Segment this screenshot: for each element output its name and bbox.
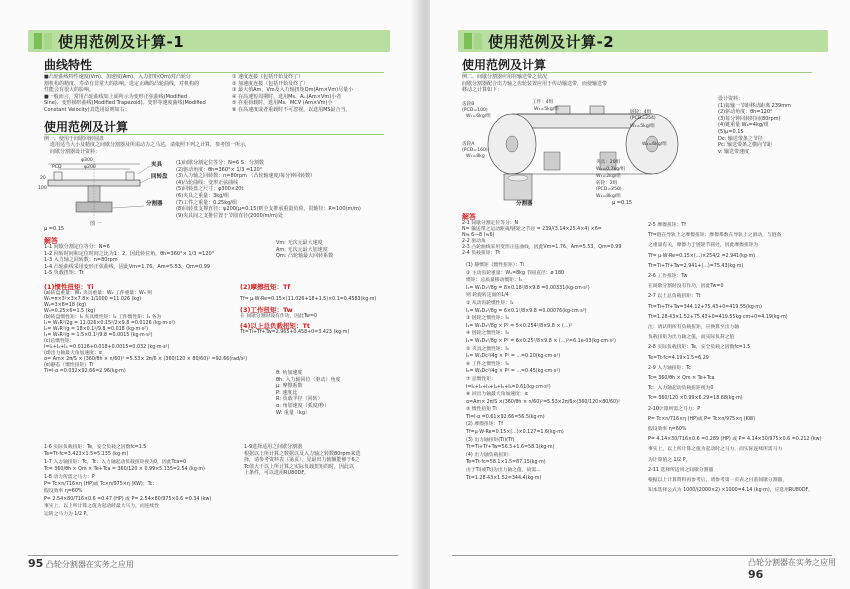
formula-line: Ti=I·α =0.61×92.66=56.5(kg·m) — [466, 414, 545, 420]
calc-heading: 使用范例及计算 — [462, 58, 547, 72]
total-lines — [240, 330, 349, 336]
formula-line: I₂= W₂R²/g = 18×0.1²/9.8 =0.018 (kg·m·s²) — [44, 327, 148, 332]
formula-line: I₃= W₃D₃²/8g × P² = 5×0.254²/8×9.8 × (...)² — [466, 323, 573, 329]
diagram-label: 工件：4组 — [532, 100, 554, 105]
answer-line: 2-1 间歇分割定位等分：N — [462, 221, 519, 226]
dim-label: φ300 — [81, 158, 93, 163]
formula-line: W₃=0.25×6=1.5 (kg) — [44, 309, 96, 314]
formula-line: (3) 出力轴扭矩(Ti)(Tf) — [466, 437, 515, 443]
friction-coefficient: μ =0.15 — [44, 226, 65, 232]
answer-line: N= 输送带之运动距离/链轮之节径 = 239/(3.14×25.4×4) ×6= — [462, 227, 602, 232]
legend-item: Vm: 无次元最大速度 — [276, 240, 323, 246]
work-heading: (3)工作扭矩：Tw — [240, 306, 293, 314]
design-item: Dc: 输送带条之节径 — [718, 135, 763, 142]
formula-line: Tf= μ·W·Re=0.15×(...)×254/2 =2.941(kg·m) — [648, 253, 755, 259]
formula-line: Tt=Ti+Tf+Tw=2.965+0.458+0=3.423 (kg·m) — [240, 330, 350, 335]
rule-item: ② 加速度连接（包括开始及终了） — [232, 80, 309, 87]
paragraph-line: 例二、间歇分割器应用在输送带之状况 — [462, 74, 548, 80]
paragraph-line: 割机构的精度、寿命有非常大的影响。选定正确的凸轮曲线，对机构的 — [44, 80, 200, 87]
symbol-item: μ: 摩擦系数 — [276, 383, 303, 390]
dim-label: φ200 — [84, 165, 96, 170]
formula-line: I₅= W₅Dc²/4g × P² = ...=0.20(kg·cm·s²) — [466, 354, 561, 360]
answer-line: 2-4 负载扭矩：Tt — [462, 251, 501, 256]
formula-line: Tt=Ti+Tf+Tw=56.5+1.6=58.1(kg·m) — [466, 445, 555, 451]
friction-heading: (2)摩擦扭矩：Tf — [240, 283, 291, 291]
formula-line: 为计算值之 1/2 P。 — [648, 457, 691, 463]
formula-line: 1-7 入力轴扭矩：Tc，Tc：入力轴起动负载扭矩视为0，因此Tca=0 — [44, 459, 187, 465]
formula-line: Tt=Ti+Tf+Tw=2.941+(...)=75.43(kg·m) — [648, 263, 744, 269]
example-intro — [462, 74, 607, 94]
formula-line: Tf= μ·W·Re=0.15×(11.026+18+1.5)×0.1=0.4583(kg·m) — [240, 297, 377, 302]
paragraph-line: 间歇分割器配合出力轴之齿轮装置应用于传动输送带，而使输送带 — [462, 80, 608, 87]
formula-line: Te=Tt·fc=4.19×1.5=6.29 — [648, 355, 709, 361]
formula-line: 负载扭矩为出力轴之值，而实际负荷之值 — [648, 335, 735, 341]
formula-line: ① 主动齿轮重量：W₁=8kg 节圆直径：ø 180 — [466, 270, 565, 276]
curve-rules — [232, 74, 353, 114]
symbol-item: W: 重量（kg） — [276, 409, 310, 416]
diagram-label-divider: 分割器 — [146, 201, 163, 207]
design-item: (1)间歇分割定位等分：N=6 S：分割数 — [176, 160, 264, 166]
diagram-label: W₃=2kg/组 — [596, 174, 621, 179]
formula-line: 在间歇分割时没有作功，因此Tw=0 — [648, 284, 724, 290]
design-item: (2)驱动角度：θh=120° — [718, 109, 773, 116]
divider — [44, 134, 384, 135]
formula-line: I=I₁+I₂+I₃ =0.0126+0.018+0.0015=0.032 (kg·m·s²) — [44, 345, 170, 350]
title-square-icon — [464, 33, 472, 49]
formula-line: ⑥ 工件之惯性矩：I₆ — [466, 361, 509, 367]
formula-line: ③ 链轮之惯性矩：I₃ — [466, 316, 509, 322]
diagram-label: W₁=8kg — [466, 154, 485, 159]
page-number: 95 — [28, 557, 44, 570]
answer-line: 1-3 入力轴之回转数：n=80rpm — [44, 257, 118, 264]
formula-line: I=I₁+I₂+I₃+I₄+I₅+I₆=0.61(kg·cm·s²) — [466, 384, 551, 390]
formula-line: 2-8 实际负载扭矩：Te，安全负载之因数fc=1.5 — [648, 345, 751, 351]
diagram-label: (PCD=250) — [596, 187, 622, 192]
rule-item: ① 速度连接（包括开始及终了） — [232, 74, 304, 80]
dim-label: PCD — [52, 165, 62, 170]
friction-coefficient: μ =0.15 — [612, 200, 633, 206]
formula-line: Te=Tt·fc=3.423×1.5=5.135 (kg·m) — [44, 452, 129, 458]
design-item: (9)夹具间之支推位置于节圆直径(2000/m/m)处 — [176, 212, 283, 219]
formula-line: ⑧ 回出力轴最大角加速度：α — [466, 392, 528, 398]
formula-line: 1-6 实际负载扭矩：Te，安全负载之因数fc=1.5 — [44, 445, 147, 450]
design-item: (8)回转盘支撑直径：ψ200(μ=0.15)则全支推承重量负荷，贯轴径：R=100(m/m) — [176, 206, 361, 213]
paragraph-line: 根据以上所计算之数据以及入力轴之转数80rpm来选 — [244, 450, 361, 457]
formula-line: I₄= W₄D₄²/8g × P² = 6×0.25²/8×9.8 × (...)²=6.1e-03(kg·cm·s²) — [466, 338, 616, 344]
paragraph-line: 上条件，可以选用RU80DF。 — [244, 470, 310, 477]
design-item: (2)驱动角度：θh=360°× 1/3 =120° — [176, 166, 263, 173]
diagram-label-jig: 夹具 — [151, 162, 163, 168]
right-page — [430, 0, 850, 589]
paragraph-line: ■凸轮曲线特性速度(Vm)、加速度(Am)、入力扭矩(Qm)对凸轮分 — [44, 74, 191, 80]
formula-line: Tt=1.28·43×1.52+75.43+0=419.55kg·cm+0=4.19(kg·m) — [648, 314, 788, 320]
formula-line: 假设效率 η=60% — [44, 489, 83, 495]
answer-line: N≒ 6—8 (≒6) — [462, 233, 495, 238]
title-square-icon — [44, 33, 52, 49]
formula-line: Tc：入力轴起动负载扭矩视为0 — [648, 386, 714, 392]
answer-line: 1-4 凸轮曲线采用变形正弦曲线，因此Vm=1.76、Am=5.53、Qm=0.99 — [44, 263, 211, 270]
diagram-label: W₃=5kg/组 — [534, 107, 559, 112]
formula-line: 之重量有关，摩擦力于链轮节圆处，因此摩擦扭矩为 — [648, 243, 759, 249]
formula-line: (c)总惯性矩： — [44, 339, 75, 344]
answer-lines — [462, 221, 621, 257]
design-item: (7)工件之重量：0.25kg/组 — [176, 199, 237, 206]
formula-line: Tc= 360/θh × Qm × Te+Tca = 360/120 × 0.99×5.135=2.54 (kg·m) — [44, 467, 205, 473]
formula-line: W₁=π×3²×3×7.8× 1/1000 =11.026 (kg) — [44, 297, 142, 302]
formula-line: 事实上，以上所计算之值为起动时之马力，而实际连续所需马力 — [648, 447, 783, 453]
practical-lines — [44, 444, 211, 518]
paragraph-line: 性能会有很大的影响。 — [44, 87, 95, 94]
design-data — [718, 96, 791, 155]
inertia-lines — [44, 291, 247, 375]
example-intro: 例一、使用于间歇回转圆盘 — [44, 136, 105, 142]
answer-line: 1-5 负载扭矩：Tt — [44, 270, 84, 277]
divider — [462, 72, 812, 73]
formula-line: α=Am× 2π/S ×(360/θh × n/60)²=5.53×2π/6×(360/120×80/60)² — [466, 399, 620, 405]
work-lines — [240, 314, 317, 320]
formula-line: 事实上，以上所计算之值为起动时最大马力，而连续性 — [44, 504, 160, 510]
design-item: (3)每分钟回转时间(80rpm) — [718, 115, 781, 122]
formula-line: I₂= W₂D₂²/8g = 6×0.1²/8×9.8 =0.00076(kg·cm·s²) — [466, 308, 587, 314]
formula-line: ② 从动齿轮惯性矩：I₂ — [466, 300, 514, 306]
footer-text: 凸轮分割器在实务之应用 — [45, 560, 134, 569]
formula-line: Te=Tt·fc=58.1×1.5=87.15(kg·m) — [466, 460, 546, 466]
formula-line: I₁= W₁R²/2g = 11.026×0.15²/2×9.8 =0.0126 (kg·m·s²) — [44, 321, 175, 326]
left-footer — [28, 557, 134, 570]
formula-line: Tt=Ti+Tf+Tw=344.12+75.43+0=419.55(kg·m) — [648, 304, 762, 310]
answer-line: 2-2 驱动角 — [462, 239, 486, 244]
formula-line: 2-10计算所需之马力：P — [648, 406, 701, 412]
formula-line: 2-11 选择所适用之间歇分割器 — [648, 467, 714, 473]
design-item: v: 输送带速度 — [718, 148, 749, 155]
design-item: Pc: 输送带条之横向节距 — [718, 142, 773, 149]
footer-text: 凸轮分割器在实务之应用 — [748, 558, 836, 567]
formula-line: (4) 出力轴负载扭矩： — [466, 452, 513, 458]
formula-line: (b)转盘惯性矩：I₁ 夹具惯性矩：I₂ 工件惯性矩：I₃ 各为 — [44, 315, 162, 320]
diagram-label: W₁=8kg/组 — [596, 194, 621, 199]
formula-line: 知本选择公式为 1000/(2000×2) ×1000=4.14 (kg·m)，应选用RU80DF。 — [648, 488, 814, 494]
answer-heading: 解答 — [462, 213, 476, 221]
formula-line: P= 2.54×80/716×0.6 =0.47 (HP) 或 P= 2.54×80/975×0.6 =0.34 (kw) — [44, 496, 212, 502]
symbol-legend — [276, 370, 341, 416]
symbol-item: θh: 入力轴回位（驱动）角度 — [276, 376, 341, 383]
left-page — [0, 0, 420, 589]
formula-line: 2-5 摩擦扭矩：Tf — [648, 223, 686, 228]
formula-line: 在 间歇分割时没有作功，因此Tw=0 — [240, 314, 318, 319]
formula-line: (1) 静惯矩（惯性扭矩）：Ti — [466, 263, 525, 268]
formula-line: α= Am× 2π/S × (360/θh × n/60)² =5.53× 2π/6 × (360/120 × 80/60)² =92.66(rad/s²) — [44, 357, 248, 362]
diagram-label: (PCD=160) — [462, 148, 488, 153]
design-item: (4)链重量 W₆=4kg/组 — [718, 122, 769, 129]
selection-lines — [244, 444, 360, 477]
formula-line: 由于Ti(或Tt)为出力轴之值，故需... — [466, 468, 541, 474]
formula-line: (a)转盘重量：W₁ 夹具重量：W₂ 工件重量：W₃ 则 — [44, 291, 153, 296]
formula-line: W₂=3×8=18 (kg) — [44, 303, 87, 308]
paragraph-line: 选用适当大小及精度之间歇分割器及所需动力之马达，请依照下列之计算，参考图一所示， — [50, 142, 251, 148]
design-data — [176, 160, 361, 219]
formula-line: Tf=μ·W·Re=0.15×(...)×0.127=1.6(kg·m) — [466, 430, 564, 436]
formula-line: Tc= 360/θh × Qm × Te+Tca — [648, 376, 715, 382]
diagram-label: W₁=6kg/组 — [466, 114, 491, 119]
formula-line: I₁= W₁D₁²/8g = 8×0.18²/8×9.8 =0.00331(kg·cm·s²) — [466, 285, 590, 291]
design-item: (1)每输一节距移动距离 239mm — [718, 102, 791, 109]
formula-line: P= Tc×n/716×η (HP)或 P= Tc×n/975×η (KW) — [648, 416, 756, 422]
right-column-lines — [648, 221, 821, 496]
curve-paragraph — [44, 74, 206, 114]
answer-line: 1-2 回转时间和定位时间之比为1：2，因此转位角，θh=360°× 1/3 =120° — [44, 250, 215, 257]
title-square-icon — [34, 33, 42, 49]
diagram-label: W₂=0.7kg/组 — [596, 167, 626, 172]
formula-line: 2-7 以上总负载扭矩：Tt — [648, 294, 701, 300]
paragraph-line: 1-9选择适用之间歇分割器 — [244, 444, 303, 450]
formula-line: Tf=链在导轨上之摩擦扭矩：摩擦系数在导轨上之滑动，与链条 — [648, 233, 782, 239]
design-item: (5)μ=0.15 — [718, 128, 744, 135]
rule-item: ⑤ 在重荷载时，选用Ms、MCV (Am×Vm)小 — [232, 100, 333, 107]
formula-line: ⑨ 惯性扭矩 Ti — [466, 407, 497, 413]
formula-line: (e)静态（惯性扭矩）Ti — [44, 363, 94, 368]
answer-heading: 解答 — [44, 237, 58, 245]
curve-heading: 曲线特性 — [44, 58, 93, 72]
left-page-title: 使用范例及计算-1 — [58, 33, 185, 51]
diagram-label: (PCD=100) — [462, 108, 488, 113]
dim-label: 100 — [38, 186, 47, 191]
conveyor-diagram — [460, 92, 700, 212]
formula-line: 根据以上计算资料再参考后，请参考第一页表之目前间歇分割器， — [648, 478, 788, 484]
symbol-item: P: 速度比 — [276, 389, 298, 396]
diagram-label: 齿轮A — [462, 142, 475, 147]
friction-lines — [240, 297, 376, 303]
formula-line: ⑤ 夹具之惯性矩：I₅ — [466, 346, 509, 352]
formula-line: 惯矩：总质量移动惯矩：I₁ — [466, 278, 523, 284]
diagram-label: (PCD=254) — [630, 116, 656, 121]
title-square-icon — [474, 33, 482, 49]
legend-item: Qm: 凸轮轴最大回转系数 — [276, 253, 334, 260]
dim-label: 20 — [40, 176, 46, 181]
diagram-label-rotary: 回转盘 — [151, 174, 168, 180]
formula-line: (2) 摩擦扭矩：Tf — [466, 422, 503, 428]
design-item: (3)入力轴之回转数：n=80rpm （凸轮轴速度/每分钟回转数） — [176, 173, 316, 180]
symbol-item: θ: 角加速度 — [276, 370, 303, 376]
formula-line: P= 4.14×30/716×0.6 =0.289 (HP) 或 P= 4.14×30/975×0.6 =0.212 (kw) — [648, 437, 822, 443]
formula-line: ⑦ 总惯性矩： — [466, 376, 496, 382]
symbol-item: α: 角加速度（弧度/秒） — [276, 402, 330, 409]
formula-line: ④ 链轮之惯性矩：I₄ — [466, 331, 509, 337]
paragraph-line: 移动之计算如下： — [462, 87, 503, 94]
formula-line: Tc= 360/120 ×0.99×6.29=18.68(kg·m) — [648, 396, 743, 402]
right-page-title: 使用范例及计算-2 — [488, 33, 615, 51]
formula-line: 注：请认明所有负载扭矩，应换算至出力轴 — [648, 325, 740, 331]
formula-line: I₆= W₆Dc²/4g × P² = ...=0.45(kg·cm·s²) — [466, 369, 561, 375]
formula-line: Ti=I·α =0.032×92.66=2.96(kg·m) — [44, 369, 126, 374]
formula-line: 运转之马力为 1/2 P。 — [44, 511, 92, 517]
legend-item: Am: 无次元最大加速度 — [276, 246, 328, 253]
design-item: 设计资料： — [718, 96, 744, 102]
diagram-label: W₄=6kg/组 — [642, 142, 667, 147]
formula-line: 2-6 工作扭矩：Tw — [648, 274, 688, 280]
paragraph-line: Constant Velocity)其选用原则如右： — [44, 106, 130, 113]
rule-item: ⑥ 在高速度或者重载时不可忽视，以选用MS最合当。 — [232, 106, 351, 113]
answer-line: 1-1 间歇分割定位等分：N=6 — [44, 244, 110, 250]
inertia-lines — [466, 262, 620, 482]
paragraph-line: Sine)、变形梯形曲线(Modified Trapezoid)、变形等速度曲线(Modified — [44, 100, 206, 107]
formula-line: 2-9 入力轴扭矩：Tc — [648, 365, 691, 371]
formula-line: 则 轮旋转定面的1/4 — [466, 293, 509, 299]
diagram-label: 转轮：2组 — [596, 181, 618, 186]
paragraph-line: Tc值大于以上所计算之实际负载扭矩的时，因此以 — [244, 463, 354, 470]
formula-line: I₃= W₃R²/g = 1.5×0.1²/9.8 =0.0015 (kg·m·s²) — [44, 333, 153, 338]
diagram-label: 齿轮B — [462, 102, 475, 107]
footer-rule — [452, 555, 832, 556]
inertia-heading: (1)惯性扭矩：Ti — [44, 283, 94, 291]
answer-lines — [44, 244, 214, 277]
right-footer — [748, 557, 850, 581]
calc-heading: 使用范例及计算 — [44, 120, 129, 134]
diagram-label-divider: 分割器 — [516, 201, 533, 207]
footer-rule — [28, 555, 398, 556]
diagram-label: W₂=5kg/组 — [630, 124, 655, 129]
paragraph-line: ■一般而言，常用凸轮曲线如上面所示为变形正弦曲线(Modified — [44, 93, 188, 100]
diagram-label: 链轮：4组 — [630, 110, 652, 115]
left-title-bar — [28, 30, 390, 52]
right-title-bar — [458, 30, 828, 52]
divider — [44, 72, 384, 73]
diagram-label: 夹具：20组 — [596, 160, 621, 165]
page-number: 96 — [748, 568, 764, 581]
design-item: (5)回转盘之尺寸：φ300×20t — [176, 186, 244, 193]
formula-line: (d)出力轴最大角加速度：α — [44, 351, 102, 356]
symbol-item: R: 负载半径（回转） — [276, 396, 323, 403]
figure-caption: 图 一 — [90, 221, 102, 227]
paragraph-line: 间歇分割器设计资料： — [50, 148, 101, 155]
rule-item: ③ 最大值Am、Vm及入力轴扭矩Qm(Am×Vm)尽量小 — [232, 87, 354, 94]
formula-line: Tt=1.28·43×1.52=344.4(kg·m) — [466, 475, 542, 481]
paragraph-line: 择，请参考资料表（第页），见最出力轴额能够于6之 — [244, 457, 360, 464]
rule-item: ④ 在高速短周期时，选用Ms、Aₘ(Am×Vm)小者 — [232, 93, 342, 100]
example-desc — [50, 142, 250, 155]
design-item: (4)凸轮曲线：变形正弦曲线 — [176, 179, 239, 186]
formula-line: 假设效率 η=60% — [648, 427, 687, 433]
total-heading: (4)以上总负载扭矩：Tt — [240, 322, 311, 330]
formula-line: 1-8 动力所需之马力：P — [44, 474, 95, 480]
answer-line: 2-3 凸轮曲线采用变形正弦曲线，因此Vm=1.76、Am=5.53、Qm=0.99 — [462, 245, 622, 250]
formula-line: P= Tc×n/716×η (HP)或 Tc×n/975×η (KW)；Tc： — [44, 482, 158, 488]
design-item: (6)夹具之重量：3kg/组 — [176, 192, 230, 199]
legend — [276, 240, 333, 260]
